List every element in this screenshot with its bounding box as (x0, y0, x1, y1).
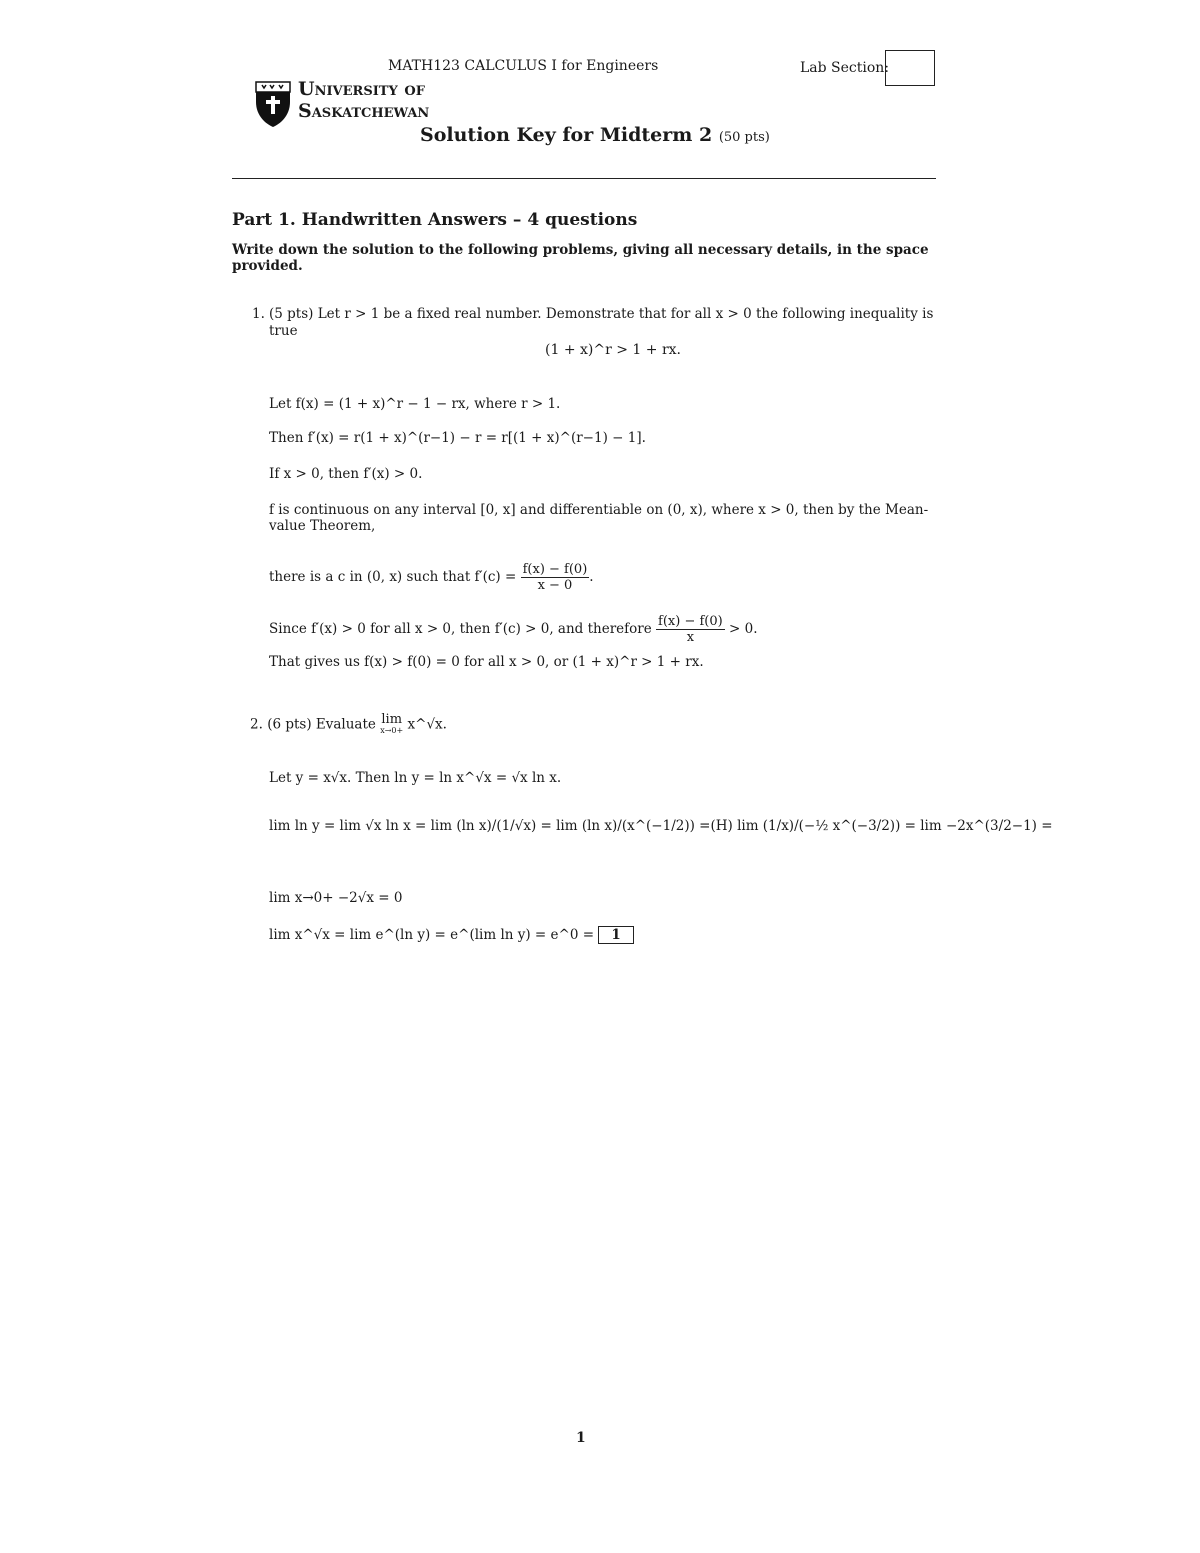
q1-step-5-text: there is a c in (0, x) such that f′(c) = (269, 569, 517, 585)
title-text: Solution Key for Midterm 2 (420, 124, 713, 146)
q2-step-let: Let y = x√x. Then ln y = ln x^√x = √x ln x. (269, 770, 562, 786)
q1-step-6 (269, 614, 757, 645)
q1-step-1: Let f(x) = (1 + x)^r − 1 − rx, where r > 1. (269, 396, 561, 412)
q1-step-3: If x > 0, then f′(x) > 0. (269, 466, 423, 482)
question-1-prompt: (5 pts) Let r > 1 be a fixed real number. Demonstrate that for all x > 0 the following inequality is true (269, 306, 934, 339)
question-2-limit-sub: x→0+ (380, 726, 404, 735)
university-line-1: University of (298, 78, 425, 100)
mvt-fraction (521, 562, 590, 593)
mvt-fraction-numerator: f(x) − f(0) (522, 562, 588, 577)
q2-answer-box: 1 (598, 926, 633, 944)
header-divider (232, 178, 936, 179)
q1-step-7: That gives us f(x) > f(0) = 0 for all x > 0, or (1 + x)^r > 1 + rx. (269, 654, 704, 670)
part-heading: Part 1. Handwritten Answers – 4 questions (232, 210, 638, 230)
question-1 (252, 306, 934, 339)
question-2-number: 2. (250, 716, 263, 733)
question-1-number: 1. (252, 306, 265, 322)
lab-section-label: Lab Section: (800, 60, 890, 76)
question-2 (250, 714, 447, 736)
q2-step-limit: lim x→0+ −2√x = 0 (269, 890, 403, 906)
q2-step-final-text: lim x^√x = lim e^(ln y) = e^(lim ln y) = e^0 = (269, 927, 595, 943)
university-crest-icon (254, 80, 292, 128)
university-line-2: Saskatchewan (298, 100, 430, 122)
since-fraction-numerator: f(x) − f(0) (658, 614, 723, 629)
q1-step-5: there is a c in (0, x) such that f′(c) = $\frac{f(x) - f(0)}{x - 0}$ . (269, 562, 594, 593)
q1-step-4: f is continuous on any interval [0, x] and differentiable on (0, x), where x > 0, then by the Mean-value Theorem, (269, 502, 929, 534)
part-instructions: Write down the solution to the following problems, giving all necessary details, in the space provided. (232, 242, 929, 274)
q2-step-chain: lim ln y = lim √x ln x = lim (ln x)/(1/√x) = lim (ln x)/(x^(−1/2)) =(H) lim (1/x)/(−½ x^(−3/2)) = lim −2x^(3/2−1) = (269, 818, 1053, 834)
q1-step-2: Then f′(x) = r(1 + x)^(r−1) − r = r[(1 + x)^(r−1) − 1]. (269, 430, 646, 446)
course-title: MATH123 CALCULUS I for Engineers (388, 58, 659, 74)
question-2-prompt: (6 pts) Evaluate (267, 716, 376, 733)
q1-step-6-text: Since f′(x) > 0 for all x > 0, then f′(c) > 0, and therefore (269, 621, 652, 637)
lab-section-box (885, 50, 935, 86)
q2-step-final (269, 926, 634, 944)
question-1-inequality: (1 + x)^r > 1 + rx. (545, 342, 681, 358)
title-points: (50 pts) (718, 130, 770, 145)
since-fraction (656, 614, 725, 645)
question-2-expression: x^√x. (407, 716, 447, 733)
since-fraction-tail: > 0. (729, 621, 758, 637)
university-name (298, 78, 429, 122)
since-fraction-denominator: x (686, 630, 695, 645)
question-2-limit: lim x→0+ (380, 712, 404, 735)
page-title (420, 124, 770, 146)
page-number: 1 (576, 1430, 586, 1446)
mvt-fraction-denominator: x − 0 (537, 578, 573, 593)
